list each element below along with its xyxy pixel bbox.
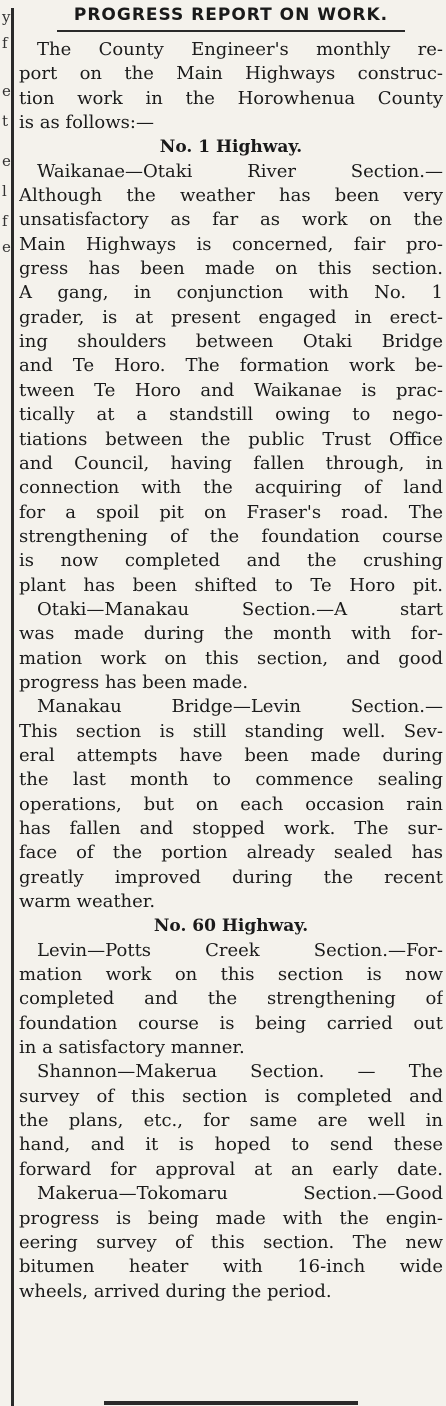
text-line: progress has been made. [19, 671, 249, 693]
text-line: operations, but on each occasion rain [19, 793, 443, 815]
margin-letter: l [2, 182, 7, 200]
text-line: mation work on this section is now [19, 964, 443, 986]
margin-letter: f [2, 34, 8, 52]
margin-letter: e [2, 238, 11, 256]
headline: PROGRESS REPORT ON WORK. [73, 5, 389, 25]
text-line: bitumen heater with 16-inch wide [19, 1256, 443, 1278]
text-line: is as follows:— [19, 112, 154, 134]
text-line: in a satisfactory manner. [19, 1037, 245, 1059]
text-line: tically at a standstill owing to nego- [19, 404, 443, 426]
margin-letter: f [2, 212, 8, 230]
text-line: and Te Horo. The formation work be- [19, 355, 443, 377]
section-heading: No. 1 Highway. [159, 137, 303, 158]
margin-letter: y [2, 8, 11, 26]
text-line: Manakau Bridge—Levin Section.— [37, 696, 443, 718]
text-line: tween Te Horo and Waikanae is prac- [19, 379, 443, 401]
text-line: eral attempts have been made during [19, 744, 443, 766]
text-line: This section is still standing well. Sev- [19, 720, 443, 742]
text-line: is now completed and the crushing [19, 550, 443, 572]
text-line: gress has been made on this section. [19, 258, 443, 280]
text-line: the plans, etc., for same are well in [19, 1110, 443, 1132]
text-line: Shannon—Makerua Section. — The [37, 1061, 443, 1083]
text-line: eering survey of this section. The new [19, 1231, 443, 1253]
text-line: grader, is at present engaged in erect- [19, 306, 443, 328]
text-line: greatly improved during the recent [19, 866, 443, 888]
text-line: the last month to commence sealing [19, 769, 443, 791]
text-line: Main Highways is concerned, fair pro- [19, 233, 443, 255]
text-line: Makerua—Tokomaru Section.—Good [37, 1183, 443, 1205]
text-line: hand, and it is hoped to send these [19, 1134, 443, 1156]
text-line: foundation course is being carried out [19, 1012, 443, 1034]
bottom-rule [104, 1401, 358, 1405]
text-line: unsatisfactory as far as work on the [19, 209, 443, 231]
text-line: A gang, in conjunction with No. 1 [19, 282, 443, 304]
headline-divider [57, 30, 405, 32]
text-line: forward for approval at an early date. [19, 1158, 443, 1180]
text-line: Levin—Potts Creek Section.—For- [37, 939, 443, 961]
text-line: The County Engineer's monthly re- [37, 39, 443, 60]
article [19, 0, 443, 1406]
text-line: and Council, having fallen through, in [19, 452, 443, 474]
text-line: plant has been shifted to Te Horo pit. [19, 574, 443, 596]
text-line: port on the Main Highways construc- [19, 63, 443, 85]
text-line: mation work on this section, and good [19, 647, 443, 669]
text-line: connection with the acquiring of land [19, 477, 443, 499]
text-line: tion work in the Horowhenua County [19, 87, 443, 109]
margin-letter: t [2, 112, 9, 130]
text-line: completed and the strengthening of [19, 988, 443, 1010]
text-line: strengthening of the foundation course [19, 525, 443, 547]
text-line: was made during the month with for- [19, 623, 443, 645]
text-line: Although the weather has been very [19, 185, 443, 207]
text-line: for a spoil pit on Fraser's road. The [19, 501, 443, 523]
text-line: Otaki—Manakau Section.—A start [37, 598, 443, 620]
text-line: warm weather. [19, 891, 156, 913]
text-line: survey of this section is completed and [19, 1085, 443, 1107]
text-line: progress is being made with the engin- [19, 1207, 443, 1229]
text-line: ing shoulders between Otaki Bridge [19, 331, 443, 353]
text-line: tiations between the public Trust Office [19, 428, 443, 450]
text-line: has fallen and stopped work. The sur- [19, 818, 443, 839]
text-line: Waikanae—Otaki River Section.— [37, 160, 443, 182]
margin-letter: e [2, 152, 11, 170]
text-line: wheels, arrived during the period. [19, 1280, 332, 1302]
section-heading: No. 60 Highway. [153, 916, 309, 937]
text-line: face of the portion already sealed has [19, 842, 443, 864]
column-rule [11, 8, 14, 1406]
article-body [19, 38, 443, 1304]
margin-letter: e [2, 82, 11, 100]
